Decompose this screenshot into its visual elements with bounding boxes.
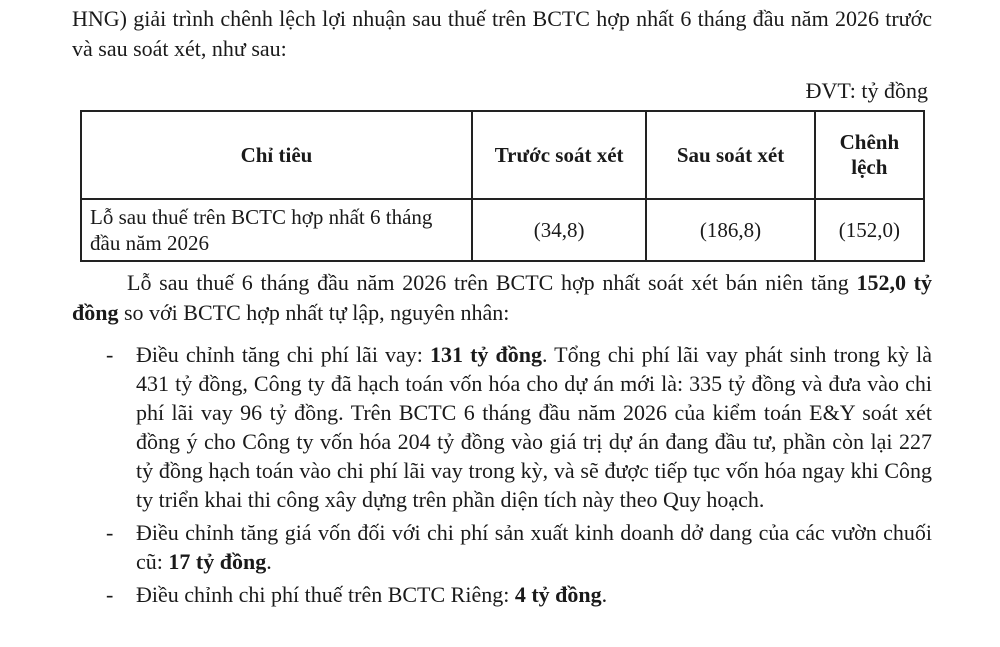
list-item <box>72 518 932 576</box>
bullet-bold: 4 tỷ đồng <box>514 582 602 607</box>
header-after-review: Sau soát xét <box>646 111 814 199</box>
bullet-dash: - <box>106 582 114 607</box>
bullet-dash: - <box>106 520 114 545</box>
reasons-list <box>72 340 932 613</box>
table-row <box>81 199 924 261</box>
paragraph-bold-amount: 152,0 tỷ đồng <box>72 270 933 325</box>
bullet-lead: Điều chỉnh tăng giá vốn đối với chi phí sản xuất kinh doanh dở dang của các vườn chuối cũ: <box>136 520 932 574</box>
bullet-bold: 17 tỷ đồng <box>168 549 267 574</box>
header-difference: Chênh lệch <box>815 111 924 199</box>
explanation-paragraph <box>72 268 932 328</box>
list-item <box>72 340 932 514</box>
bullet-lead: Điều chỉnh chi phí thuế trên BCTC Riêng: <box>136 582 515 607</box>
bullet-rest: . <box>601 582 608 607</box>
paragraph-text-start: Lỗ sau thuế 6 tháng đầu năm 2026 trên BCTC hợp nhất soát xét bán niên tăng <box>127 270 857 295</box>
bullet-lead: Điều chỉnh tăng chi phí lãi vay: <box>136 342 430 367</box>
bullet-rest: . Tổng chi phí lãi vay phát sinh trong kỳ là 431 tỷ đồng, Công ty đã hạch toán vốn hóa cho dự án mới là: 335 tỷ đồng và đưa vào chi phí lãi vay 96 tỷ đồng. Trên BCTC 6 tháng đầu năm 2026 của kiểm toán E&Y soát xét đồng ý cho Công ty vốn hóa 204 tỷ đồng vào giá trị dự án đang đầu tư, phần còn lại 227 tỷ đồng hạch toán vào chi phí lãi vay trong kỳ, và sẽ được tiếp tục vốn hóa ngay khi Công ty triển khai thi công xây dựng trên phần diện tích này theo Quy hoạch. <box>136 342 933 512</box>
unit-label: ĐVT: tỷ đồng <box>805 78 928 103</box>
profit-comparison-table <box>80 110 925 262</box>
intro-paragraph: HNG) giải trình chênh lệch lợi nhuận sau thuế trên BCTC hợp nhất 6 tháng đầu năm 2026 trước và sau soát xét, như sau: <box>72 6 932 61</box>
table-header-row <box>81 111 924 199</box>
header-before-review: Trước soát xét <box>472 111 646 199</box>
header-indicator: Chỉ tiêu <box>81 111 472 199</box>
paragraph-text-end: so với BCTC hợp nhất tự lập, nguyên nhân: <box>118 300 510 325</box>
bullet-rest: . <box>266 549 272 574</box>
row-after-value: (186,8) <box>646 199 814 261</box>
row-diff-value: (152,0) <box>815 199 924 261</box>
row-label: Lỗ sau thuế trên BCTC hợp nhất 6 tháng đầu năm 2026 <box>81 199 472 261</box>
bullet-dash: - <box>106 342 114 367</box>
bullet-bold: 131 tỷ đồng <box>430 342 542 367</box>
list-item <box>72 580 932 609</box>
row-before-value: (34,8) <box>472 199 646 261</box>
